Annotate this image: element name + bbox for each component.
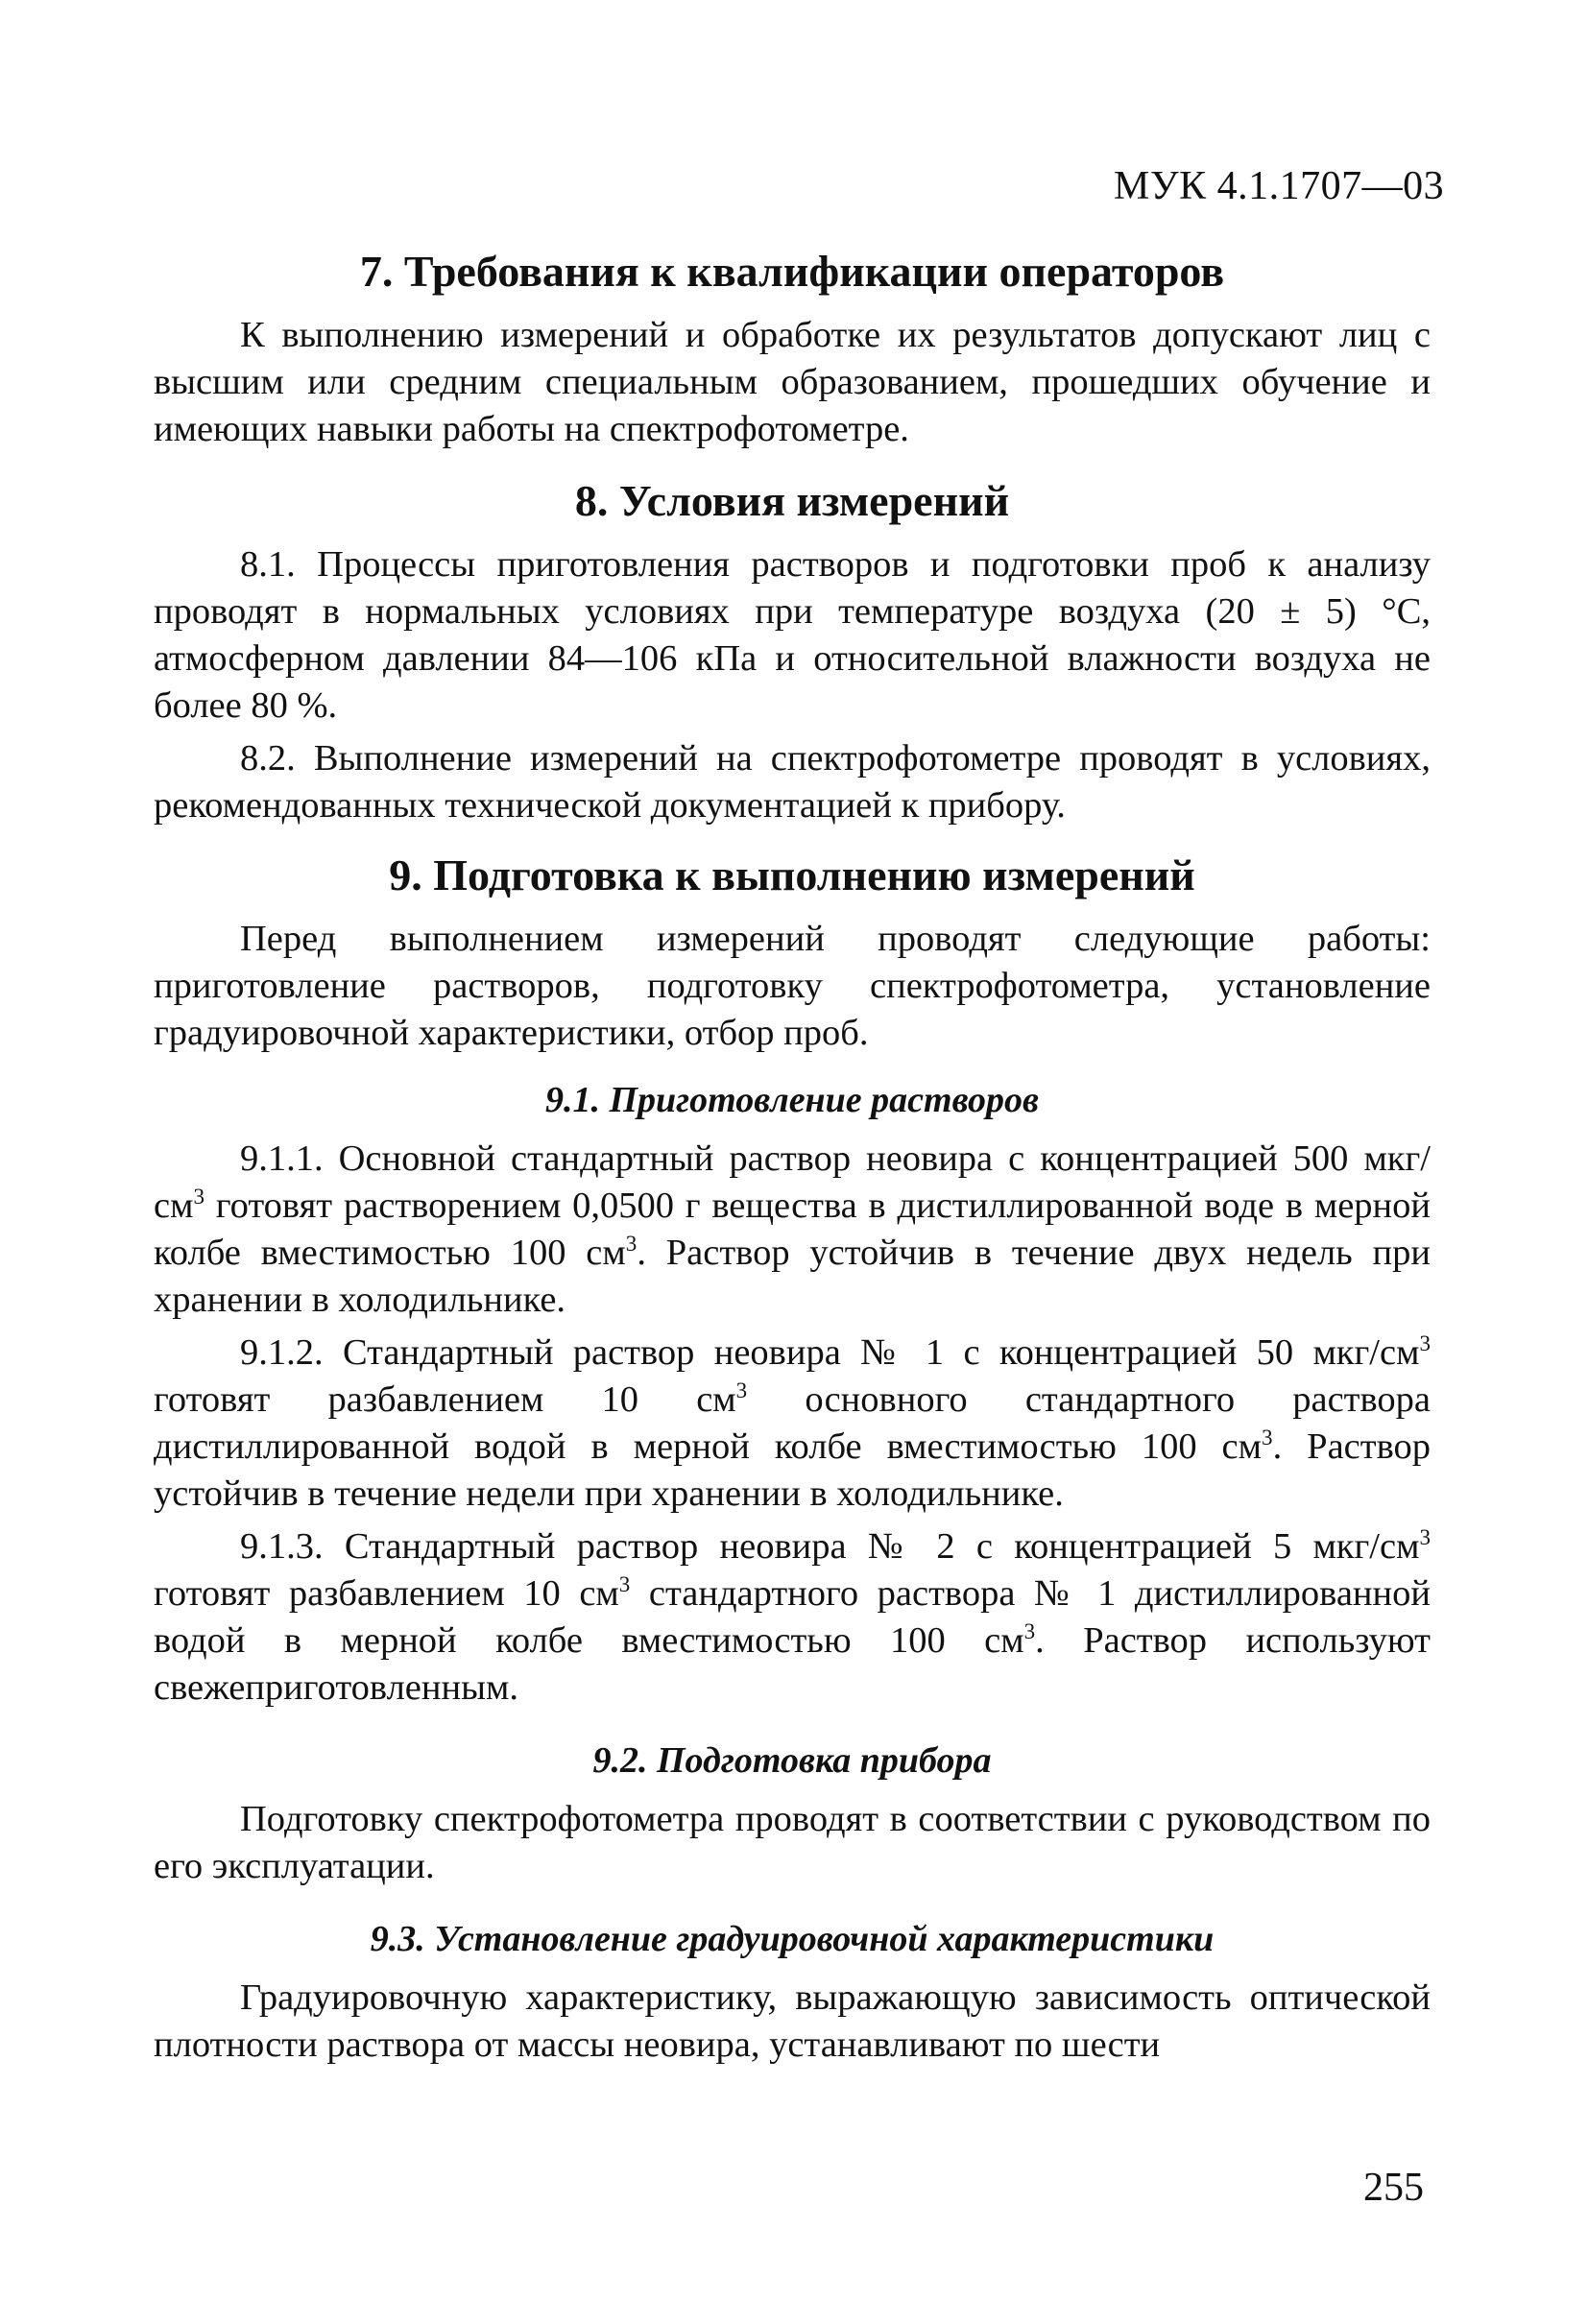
section-9-paragraph: Перед выполнением измерений проводят следующие работы: приготовление растворов, подготовку спектрофотометра, установление градуировочной характеристики, отбор проб. [154,919,1431,1053]
superscript: 3 [618,1571,631,1597]
paragraph-8-2: 8.2. Выполнение измерений на спектрофотометре проводят в условиях, рекомендованных технической документацией к прибору. [154,738,1431,826]
text-fragment: готовят разбавлением 10 см [154,1379,736,1420]
paragraph-9-1-1 [154,1136,1431,1324]
superscript: 3 [193,1184,205,1210]
section-7-heading: 7. Требования к квалификации операторов [359,247,1225,296]
superscript: 3 [625,1231,638,1257]
section-9-heading: 9. Подготовка к выполнению измерений [389,851,1195,899]
document-code: МУК 4.1.1707—03 [1114,164,1445,208]
text-fragment: 9.1.1. Основной стандартный раствор неовира с концентрацией 500 мкг/см [154,1138,1431,1226]
section-7-paragraph: К выполнению измерений и обработке их результатов допускают лиц с высшим или средним специальным образованием, прошедших обучение и имеющих навыки работы на спектрофотометре. [154,315,1431,449]
paragraph-9-1-3 [154,1523,1431,1712]
text-fragment: готовят растворением 0,0500 г вещества в дистиллированной воде в мерной колбе вместимостью 100 см [154,1186,1431,1273]
text-fragment: . Раствор используют свежеприготовленным. [154,1620,1431,1708]
superscript: 3 [1262,1425,1273,1450]
superscript: 3 [1419,1524,1431,1550]
paragraph-9-2: Подготовку спектрофотометра проводят в соответствии с руководством по его эксплуатации. [154,1799,1431,1886]
text-fragment: стандартного раствора № 1 дистиллированной водой в мерной колбе вместимостью 100 см [154,1573,1431,1661]
text-fragment: 9.1.2. Стандартный раствор неовира № 1 с концентрацией 50 мкг/см [240,1332,1420,1373]
page-number: 255 [1363,2166,1424,2210]
superscript: 3 [735,1378,748,1403]
text-fragment: основного стандартного раствора дистиллированной водой в мерной колбе вместимостью 100 см [154,1379,1432,1467]
subsection-9-1-heading: 9.1. Приготовление растворов [544,1080,1040,1120]
text-fragment: . Раствор устойчив в течение недели при хранении в холодильнике. [154,1426,1431,1514]
paragraph-9-3: Градуировочную характеристику, выражающую зависимость оптической плотности раствора от массы неовира, устанавливают по шести [154,1977,1431,2065]
paragraph-9-1-2 [154,1330,1431,1518]
text-fragment: готовят разбавлением 10 см [154,1573,619,1614]
text-fragment: 9.1.3. Стандартный раствор неовира № 2 с концентрацией 5 мкг/см [240,1526,1420,1567]
superscript: 3 [1023,1618,1036,1644]
page-content [154,245,1431,2069]
subsection-9-2-heading: 9.2. Подготовка прибора [592,1740,992,1781]
section-8-heading: 8. Условия измерений [574,476,1010,525]
text-fragment: . Раствор устойчив в течение двух недель при хранении в холодильнике. [154,1233,1432,1320]
subsection-9-3-heading: 9.3. Установление градуировочной характеристики [370,1919,1215,1959]
superscript: 3 [1419,1330,1431,1356]
paragraph-8-1: 8.1. Процессы приготовления растворов и подготовки проб к анализу проводят в нормальных условиях при температуре воздуха (20 ± 5) °С, атмосферном давлении 84—106 кПа и относительной влажности воздуха не более 80 %. [154,544,1431,726]
